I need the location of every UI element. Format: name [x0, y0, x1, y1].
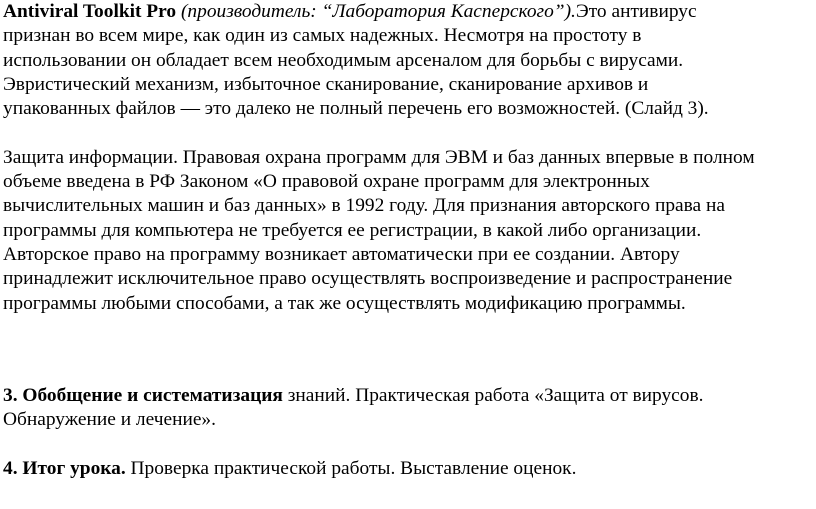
step4-paragraph: [3, 457, 815, 481]
antivirus-line-5: упакованных файлов — это далеко не полный перечень его возможностей. (Слайд 3).: [3, 98, 709, 120]
protection-line-6: принадлежит исключительное право осуществлять воспроизведение и распространение: [3, 268, 733, 290]
step4-line-1: [3, 457, 815, 481]
product-maker: (производитель: “Лаборатория Касперского”).: [180, 1, 576, 22]
antivirus-line-2: признан во всем мире, как один из самых надежных. Несмотря на простоту в: [3, 25, 642, 47]
protection-paragraph: [3, 146, 815, 316]
blank-line: [3, 121, 815, 145]
protection-line-5: Авторское право на программу возникает автоматически при ее создании. Автору: [3, 243, 680, 265]
step4-heading: 4. Итог урока.: [3, 458, 126, 480]
protection-line-3: вычислительных машин и баз данных» в 1992 году. Для признания авторского права на: [3, 195, 725, 217]
product-name: Antiviral Toolkit Pro: [3, 1, 177, 22]
step4-text: Проверка практической работы. Выставление оценок.: [125, 458, 577, 480]
step3-paragraph: [3, 384, 815, 433]
antivirus-line-4: Эвристический механизм, избыточное сканирование, сканирование архивов и: [3, 73, 649, 95]
protection-line-7: программы любыми способами, а так же осуществлять модификацию программы.: [3, 292, 686, 314]
step3-text: знаний. Практическая работа «Защита от вирусов.: [282, 384, 704, 406]
document-page: [3, 0, 815, 482]
antivirus-line-3: использовании он обладает всем необходимым арсеналом для борьбы с вирусами.: [3, 49, 684, 71]
protection-line-1: Защита информации. Правовая охрана программ для ЭВМ и баз данных впервые в полном: [3, 146, 755, 168]
protection-line-4: программы для компьютера не требуется ее регистрации, в какой либо организации.: [3, 219, 702, 241]
antivirus-paragraph: [3, 0, 815, 121]
blank-space: [3, 316, 815, 384]
step3-line-1: [3, 384, 815, 408]
antivirus-text: Это антивирус: [575, 1, 697, 22]
protection-line-2: объеме введена в РФ Законом «О правовой охране программ для электронных: [3, 171, 650, 193]
antivirus-line-1: [3, 0, 815, 24]
step3-line-2: Обнаружение и лечение».: [3, 409, 216, 431]
blank-line: [3, 432, 815, 457]
step3-heading: 3. Обобщение и систематизация: [3, 384, 283, 406]
